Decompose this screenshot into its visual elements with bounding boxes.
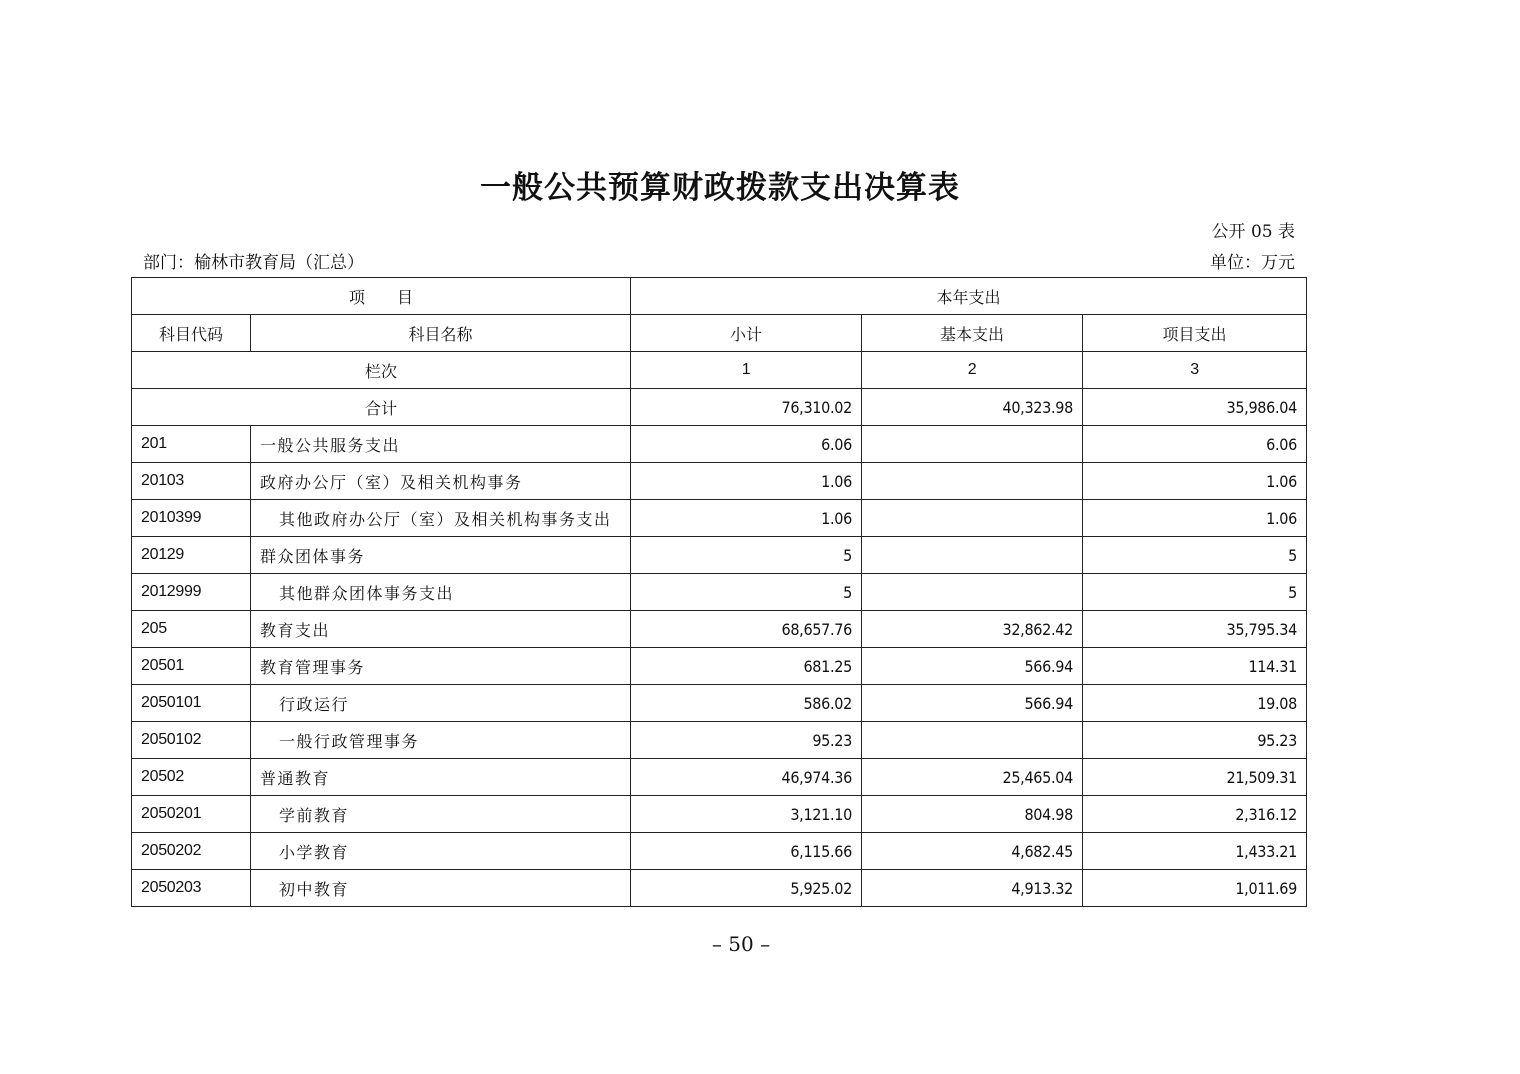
row-subtotal: 3,121.10: [631, 796, 862, 833]
row-code: 2050102: [132, 722, 251, 759]
table-row: [132, 463, 1307, 500]
row-basic: [862, 463, 1083, 500]
header-subtotal: 小计: [631, 315, 862, 352]
row-subtotal: 681.25: [631, 648, 862, 685]
row-name: 政府办公厅（室）及相关机构事务: [251, 463, 631, 500]
row-code: 2050201: [132, 796, 251, 833]
row-name: 其他群众团体事务支出: [251, 574, 631, 611]
row-basic: 32,862.42: [862, 611, 1083, 648]
row-basic: 25,465.04: [862, 759, 1083, 796]
row-project: 35,795.34: [1083, 611, 1307, 648]
row-project: 5: [1083, 574, 1307, 611]
table-row: [132, 685, 1307, 722]
table-row: [132, 796, 1307, 833]
row-basic: [862, 537, 1083, 574]
form-number: 公开 05 表: [1211, 222, 1295, 242]
table-row: [132, 426, 1307, 463]
row-basic: [862, 426, 1083, 463]
unit-label: 单位：万元: [1210, 253, 1295, 273]
row-basic: 566.94: [862, 648, 1083, 685]
row-subtotal: 5: [631, 574, 862, 611]
table-row: [132, 759, 1307, 796]
row-subtotal: 586.02: [631, 685, 862, 722]
page-number: – 50 –: [711, 932, 771, 956]
column-index-3: 3: [1083, 352, 1307, 389]
table-row: [132, 611, 1307, 648]
row-name: 教育支出: [251, 611, 631, 648]
budget-table: [131, 277, 1307, 907]
row-project: 1,011.69: [1083, 870, 1307, 907]
row-basic: 566.94: [862, 685, 1083, 722]
page-title: 一般公共预算财政拨款支出决算表: [480, 170, 960, 206]
row-code: 2010399: [132, 500, 251, 537]
row-basic: 804.98: [862, 796, 1083, 833]
column-index-1: 1: [631, 352, 862, 389]
row-subtotal: 6,115.66: [631, 833, 862, 870]
row-subtotal: 1.06: [631, 500, 862, 537]
row-project: 2,316.12: [1083, 796, 1307, 833]
row-code: 2050203: [132, 870, 251, 907]
row-code: 20103: [132, 463, 251, 500]
row-code: 2012999: [132, 574, 251, 611]
header-basic: 基本支出: [862, 315, 1083, 352]
row-project: 6.06: [1083, 426, 1307, 463]
row-code: 2050101: [132, 685, 251, 722]
row-name: 普通教育: [251, 759, 631, 796]
row-name: 行政运行: [251, 685, 631, 722]
column-index-2: 2: [862, 352, 1083, 389]
row-basic: [862, 574, 1083, 611]
total-row: [132, 389, 1307, 426]
row-basic: [862, 500, 1083, 537]
header-row-1: [132, 278, 1307, 315]
row-subtotal: 5,925.02: [631, 870, 862, 907]
row-subtotal: 95.23: [631, 722, 862, 759]
table-row: [132, 574, 1307, 611]
row-basic: 4,913.32: [862, 870, 1083, 907]
row-name: 群众团体事务: [251, 537, 631, 574]
header-code: 科目代码: [132, 315, 251, 352]
header-item: 项 目: [132, 278, 631, 315]
row-name: 初中教育: [251, 870, 631, 907]
row-subtotal: 1.06: [631, 463, 862, 500]
table-row: [132, 870, 1307, 907]
total-basic: 40,323.98: [862, 389, 1083, 426]
row-basic: 4,682.45: [862, 833, 1083, 870]
row-project: 1.06: [1083, 500, 1307, 537]
table-row: [132, 833, 1307, 870]
row-subtotal: 5: [631, 537, 862, 574]
row-project: 21,509.31: [1083, 759, 1307, 796]
row-name: 其他政府办公厅（室）及相关机构事务支出: [251, 500, 631, 537]
row-basic: [862, 722, 1083, 759]
row-code: 20502: [132, 759, 251, 796]
header-name: 科目名称: [251, 315, 631, 352]
row-project: 19.08: [1083, 685, 1307, 722]
row-subtotal: 46,974.36: [631, 759, 862, 796]
row-code: 20501: [132, 648, 251, 685]
header-project: 项目支出: [1083, 315, 1307, 352]
row-name: 教育管理事务: [251, 648, 631, 685]
total-project: 35,986.04: [1083, 389, 1307, 426]
row-project: 95.23: [1083, 722, 1307, 759]
header-current-year: 本年支出: [631, 278, 1307, 315]
table-row: [132, 537, 1307, 574]
row-project: 1,433.21: [1083, 833, 1307, 870]
table-row: [132, 722, 1307, 759]
total-subtotal: 76,310.02: [631, 389, 862, 426]
row-code: 205: [132, 611, 251, 648]
total-label: 合计: [132, 389, 631, 426]
row-subtotal: 6.06: [631, 426, 862, 463]
column-index-label: 栏次: [132, 352, 631, 389]
header-row-2: [132, 315, 1307, 352]
row-subtotal: 68,657.76: [631, 611, 862, 648]
department-label: 部门：榆林市教育局（汇总）: [143, 253, 364, 273]
row-code: 201: [132, 426, 251, 463]
row-project: 1.06: [1083, 463, 1307, 500]
row-project: 114.31: [1083, 648, 1307, 685]
row-code: 2050202: [132, 833, 251, 870]
row-name: 一般行政管理事务: [251, 722, 631, 759]
row-code: 20129: [132, 537, 251, 574]
row-name: 学前教育: [251, 796, 631, 833]
row-name: 一般公共服务支出: [251, 426, 631, 463]
column-index-row: [132, 352, 1307, 389]
table-row: [132, 648, 1307, 685]
row-project: 5: [1083, 537, 1307, 574]
table-row: [132, 500, 1307, 537]
row-name: 小学教育: [251, 833, 631, 870]
